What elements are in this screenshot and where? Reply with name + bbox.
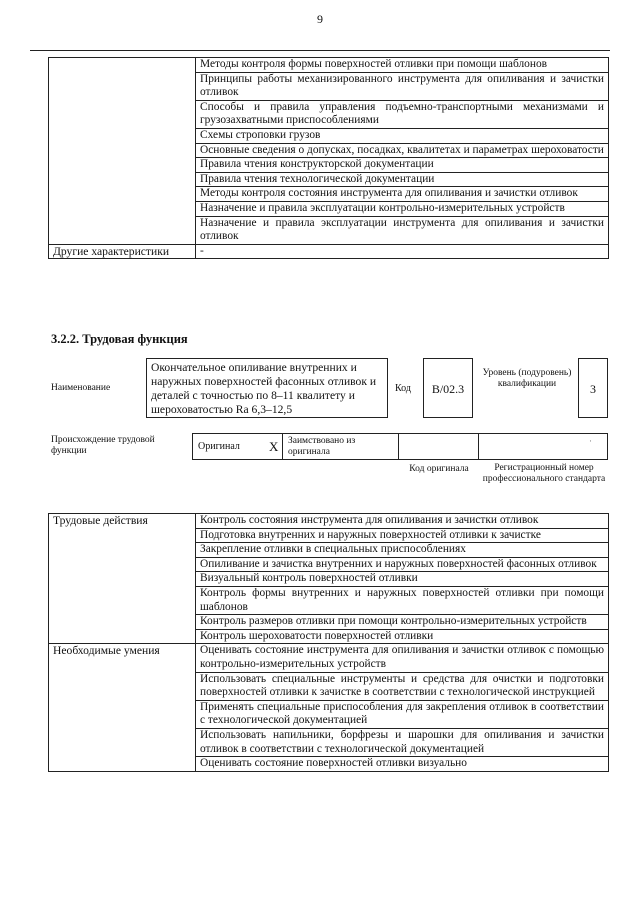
other-characteristics-label: Другие характеристики <box>49 244 196 259</box>
name-label: Наименование <box>51 383 111 393</box>
function-table-body <box>49 514 609 772</box>
function-name-box: Окончательное опиливание внутренних и наружных поверхностей фасонных отливок и деталей с точностью по 8–11 квалитету и шероховатостью Ra 6,3–12,5 <box>146 358 388 418</box>
required-skills-label: Необходимые умения <box>49 644 196 771</box>
labor-action-item: Контроль состояния инструмента для опиливания и зачистки отливок <box>196 514 609 529</box>
origin-tick-mark: · <box>589 436 592 446</box>
table-row <box>49 644 609 672</box>
knowledge-item: Способы и правила управления подъемно-транспортными механизмами и грузозахватными приспособлениями <box>196 100 609 128</box>
table-row <box>49 244 609 259</box>
table-row <box>49 58 609 73</box>
labor-action-item: Подготовка внутренних и наружных поверхностей отливки к зачистке <box>196 528 609 543</box>
skill-item: Оценивать состояние поверхностей отливки визуально <box>196 757 609 772</box>
labor-action-item: Контроль шероховатости поверхностей отливки <box>196 629 609 644</box>
knowledge-item: Методы контроля состояния инструмента для опиливания и зачистки отливок <box>196 187 609 202</box>
knowledge-item: Правила чтения технологической документации <box>196 172 609 187</box>
knowledge-item: Правила чтения конструкторской документации <box>196 158 609 173</box>
origin-code-cell <box>399 434 479 459</box>
knowledge-item: Основные сведения о допусках, посадках, квалитетах и параметрах шероховатости <box>196 143 609 158</box>
origin-original-label: Оригинал <box>193 434 283 459</box>
knowledge-item: Назначение и правила эксплуатации инструмента для опиливания и зачистки отливок <box>196 216 609 244</box>
skill-item: Использовать специальные инструменты и средства для очистки и подготовки поверхностей отливки к зачистке в соответствии с технологической инструкцией <box>196 672 609 700</box>
labor-action-item: Контроль формы внутренних и наружных поверхностей отливки при помощи шаблонов <box>196 586 609 614</box>
knowledge-item: Методы контроля формы поверхностей отливки при помощи шаблонов <box>196 58 609 73</box>
table-row <box>49 514 609 529</box>
registration-number-caption: Регистрационный номер профессионального стандарта <box>482 463 606 484</box>
code-label: Код <box>395 383 411 394</box>
top-divider <box>30 50 610 51</box>
labor-action-item: Закрепление отливки в специальных приспособлениях <box>196 543 609 558</box>
origin-x-mark: X <box>269 439 279 454</box>
skill-item: Применять специальные приспособления для закрепления отливок в соответствии с технологической документацией <box>196 700 609 728</box>
labor-action-item: Визуальный контроль поверхностей отливки <box>196 572 609 587</box>
labor-action-item: Контроль размеров отливки при помощи контрольно-измерительных устройств <box>196 615 609 630</box>
knowledge-item: Принципы работы механизированного инструмента для опиливания и зачистки отливок <box>196 72 609 100</box>
knowledge-label-cell <box>49 58 196 245</box>
knowledge-item: Назначение и правила эксплуатации контрольно-измерительных устройств <box>196 201 609 216</box>
origin-borrowed-label: Заимствовано из оригинала <box>283 434 399 459</box>
other-characteristics-value: - <box>196 244 609 259</box>
labor-action-item: Опиливание и зачистка внутренних и наружных поверхностей фасонных отливок <box>196 557 609 572</box>
code-of-original-caption: Код оригинала <box>409 464 469 474</box>
page-number: 9 <box>317 12 323 26</box>
qualification-level-box: 3 <box>578 358 608 418</box>
labor-actions-label: Трудовые действия <box>49 514 196 644</box>
function-table <box>48 513 609 772</box>
section-title: 3.2.2. Трудовая функция <box>51 332 188 346</box>
function-code-box: B/02.3 <box>423 358 473 418</box>
knowledge-table <box>48 57 609 259</box>
knowledge-table-body <box>49 58 609 259</box>
origin-strip <box>192 433 608 460</box>
skill-item: Использовать напильники, борфрезы и шарошки для опиливания и зачистки отливок в соответствии с технологической документацией <box>196 728 609 756</box>
skill-item: Оценивать состояние инструмента для опиливания и зачистки отливок с помощью контрольно-измерительных устройств <box>196 644 609 672</box>
knowledge-item: Схемы строповки грузов <box>196 128 609 143</box>
origin-label: Происхождение трудовой функции <box>51 435 155 456</box>
qualification-level-label: Уровень (подуровень) квалификации <box>482 368 572 389</box>
